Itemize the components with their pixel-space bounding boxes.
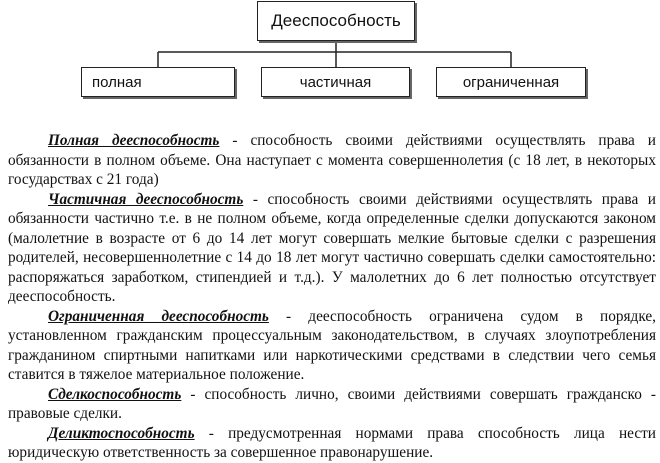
definition-full [8,131,656,190]
child-node-full [81,67,235,97]
definition-limited [8,307,656,385]
child-node-partial [261,67,410,97]
child-node-limited-label: ограниченная [462,73,560,91]
definition-partial [8,190,656,307]
definition-partial-text: - способность своими действиями осуществлять права и обязанности частично т.е. в не полном объеме, когда определенные сделки допускаются законом (малолетние в возрасте от 6 до 14 лет могут совершать мелкие бытовые сделки с разрешения родителей, несовершеннолетние с 14 до 18 лет могут частично совершать сделки самостоятельно: распоряжаться заработком, стипендией и т.д.). У малолетних до 6 лет полностью отсутствует дееспособность. [8,190,656,305]
child-node-limited [436,67,586,97]
term-partial: Частичная дееспособность [48,190,244,208]
child-node-full-label: полная [92,73,142,91]
term-tort-capacity: Деликтоспособность [48,424,195,442]
child-node-partial-label: частичная [299,73,372,91]
definitions-text [8,131,656,463]
term-full: Полная дееспособность [48,132,220,149]
term-transaction-capacity: Сделкоспособность [48,385,182,403]
definition-full-text: - способность своими действиями осуществлять права и обязанности в полном объеме. Она наступает с момента совершеннолетия (с 18 лет, в некоторых государствах с 21 года) [8,132,656,188]
definition-transaction-capacity-text: - способность лично, своими действиями совершать гражданско - правовые сделки. [8,385,656,422]
root-node-label: Дееспособность [271,11,401,30]
definition-tort-capacity-text: - предусмотренная нормами права способность лица нести юридическую ответственность за совершенное правонарушение. [8,424,656,461]
term-limited: Ограниченная дееспособность [48,307,269,325]
definition-limited-text: - дееспособность ограничена судом в порядке, установленном гражданским процессуальным законодательством, в случаях злоупотребления гражданином спиртными напитками или наркотическими средствами в следствии чего семья ставится в тяжелое материальное положение. [8,307,656,383]
definition-transaction-capacity [8,385,656,424]
root-node-capacity [257,1,415,41]
